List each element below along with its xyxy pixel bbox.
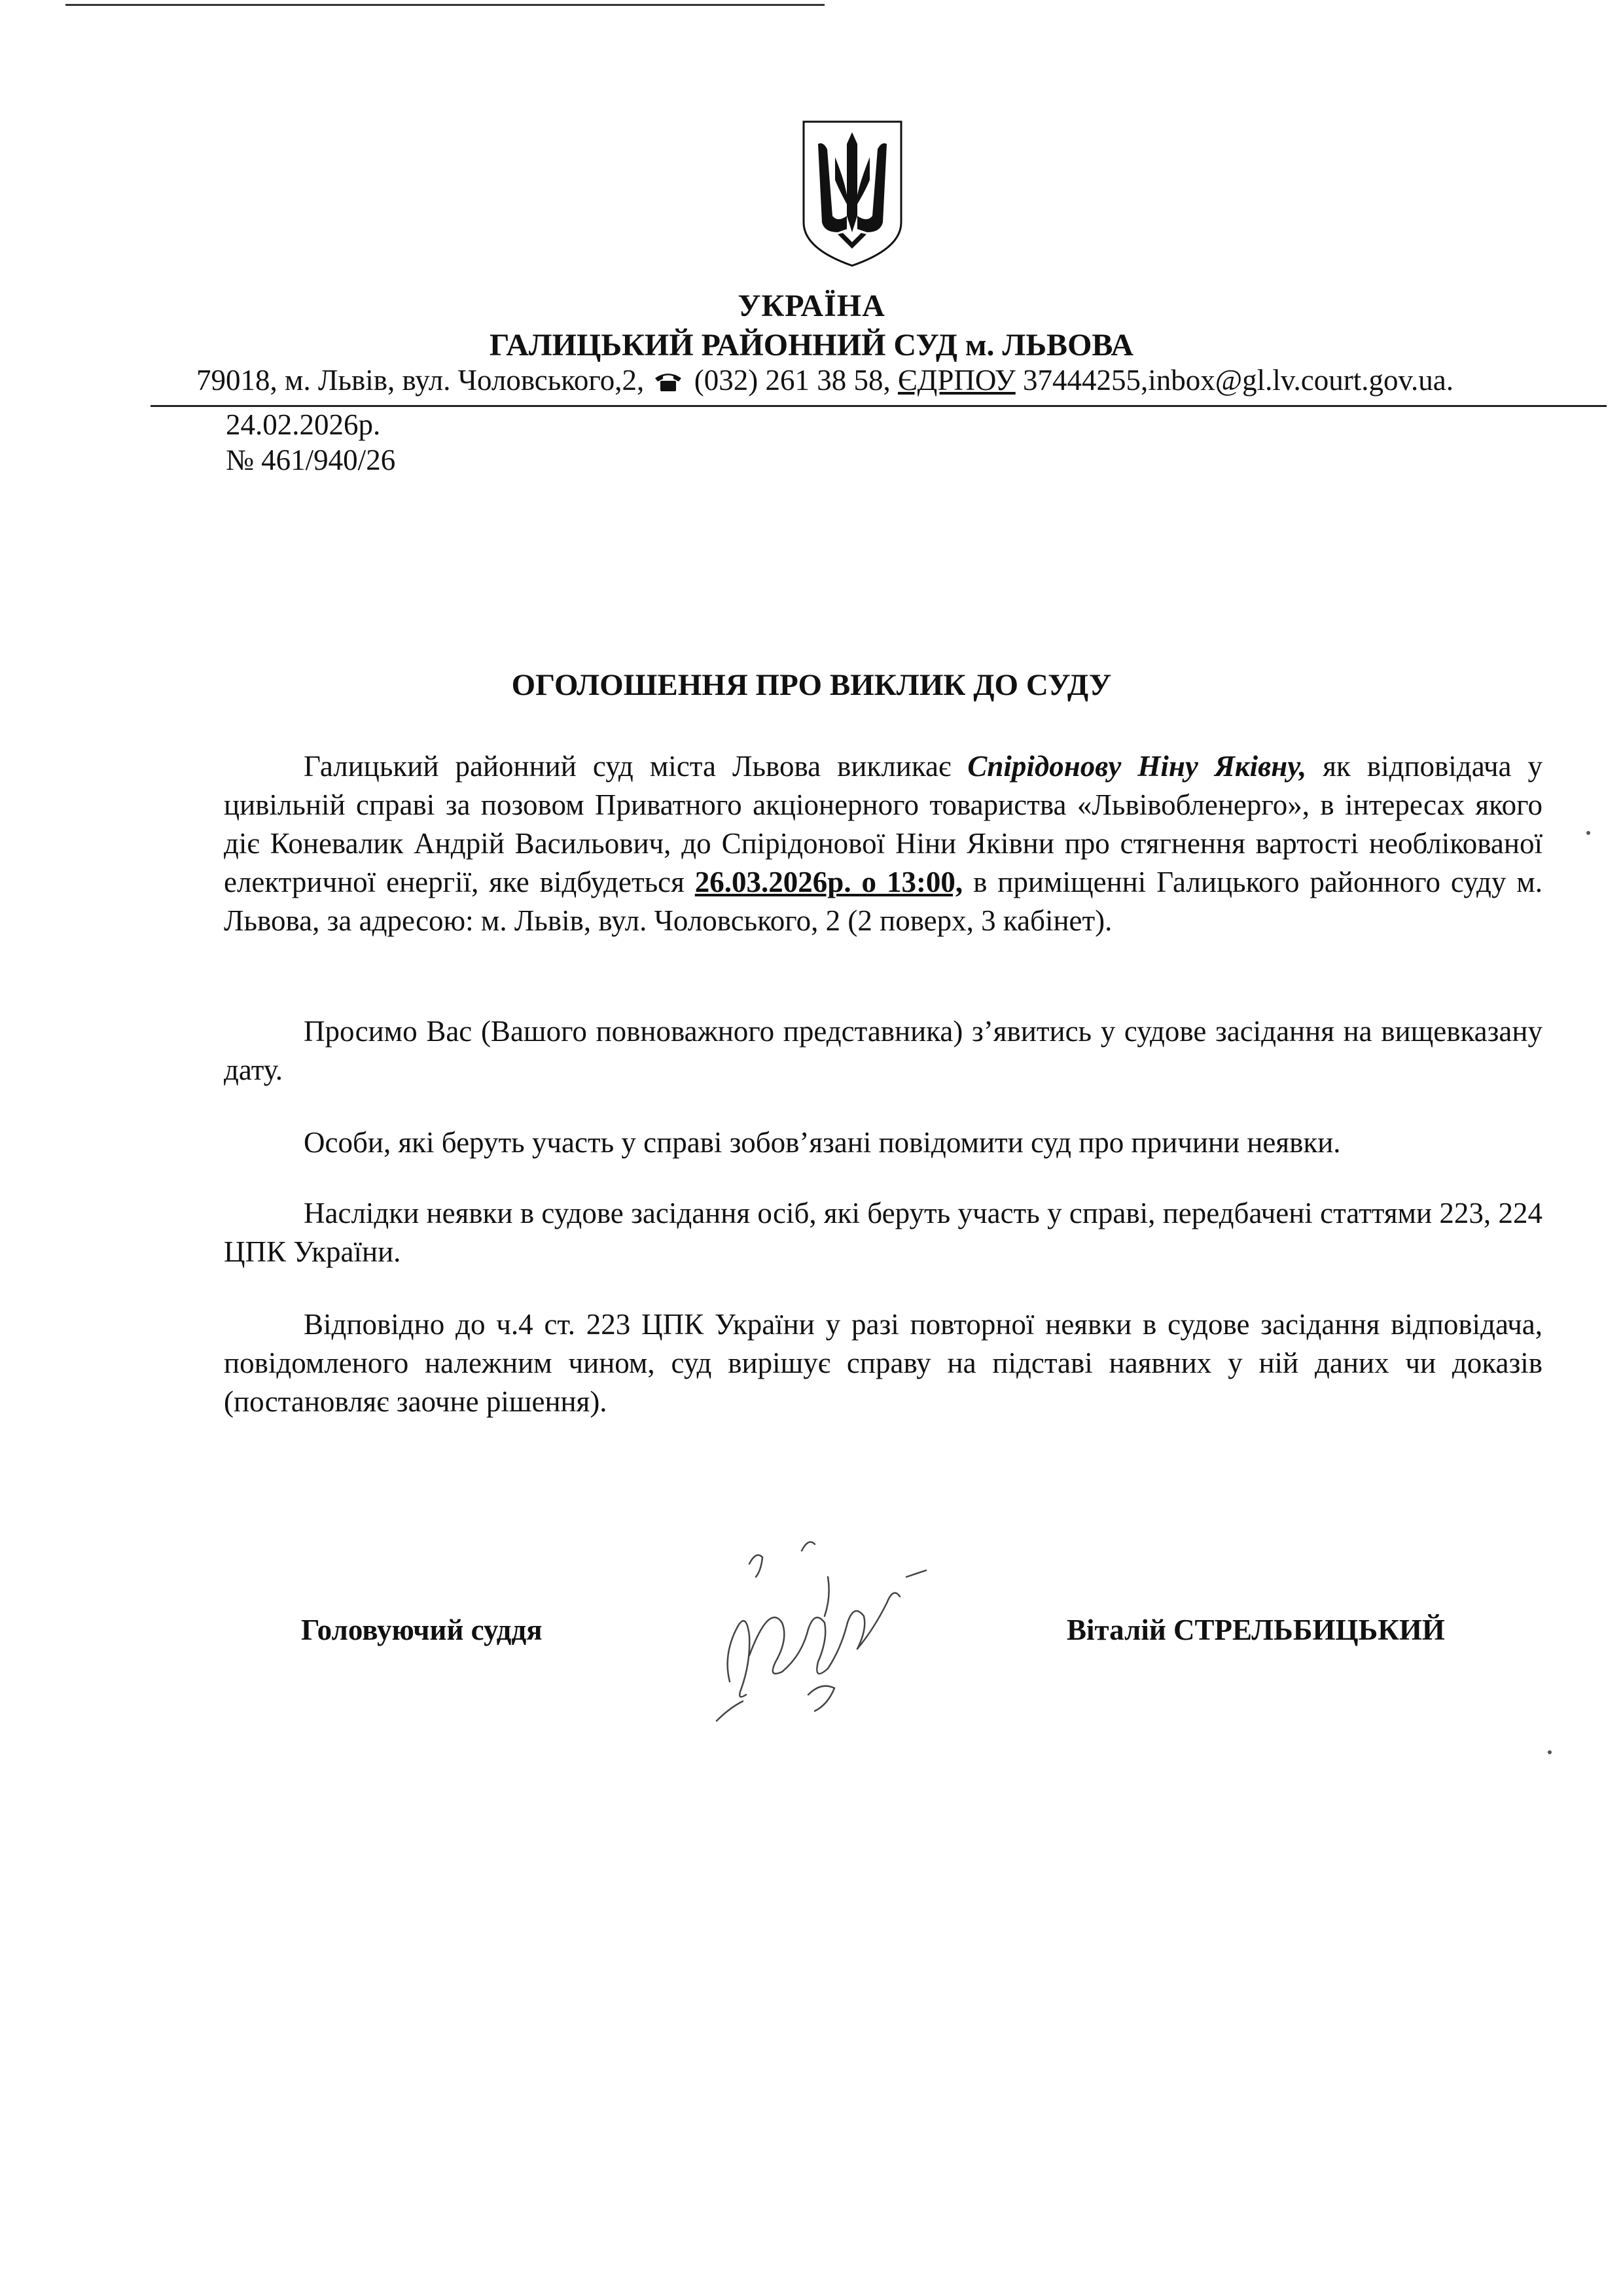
scan-speck [1586,831,1590,835]
paragraph-consequences [224,1194,1543,1271]
p3-text: Особи, які беруть участь у справі зобов’язані повідомити суд про причини неявки. [304,1126,1341,1159]
document-number: № 461/940/26 [226,444,396,476]
paragraph-request [224,1012,1543,1089]
telephone-icon [654,370,683,393]
paragraph-obligation [224,1123,1543,1162]
phone-number: (032) 261 38 58, [694,364,891,397]
country-heading: УКРАЇНА [738,289,885,323]
paragraph-summons [224,747,1543,940]
hearing-datetime: 26.03.2026р. о 13:00, [694,865,963,898]
judge-title: Головуючий суддя [301,1614,543,1646]
court-name-heading: ГАЛИЦЬКИЙ РАЙОННИЙ СУД м. ЛЬВОВА [489,328,1134,362]
header-divider [151,405,1607,407]
scan-edge-line [65,4,825,6]
judge-name: Віталій СТРЕЛЬБИЦЬКИЙ [1067,1614,1445,1646]
notice-title: ОГОЛОШЕННЯ ПРО ВИКЛИК ДО СУДУ [511,668,1112,702]
p2-text: Просимо Вас (Вашого повноважного представника) з’явитись у судове засідання на вищевказану дату. [224,1015,1543,1086]
paragraph-default-judgment [224,1305,1543,1421]
edrpou-label: ЄДРПОУ [897,364,1016,397]
edrpou-and-email: 37444255,inbox@gl.lv.court.gov.ua. [1022,364,1454,397]
address-text: 79018, м. Львів, вул. Чоловського,2, [196,364,645,397]
p5-text: Відповідно до ч.4 ст. 223 ЦПК України у разі повторної неявки в судове засідання відповідача, повідомленого належним чином, суд вирішує справу на підставі наявних у ній даних чи доказів (постановляє заочне рішення). [224,1308,1543,1418]
p1-case-details: як відповідача у цивільній справі за позовом Приватного акціонерного товариства «Львівобленерго», в інтересах якого діє Коневалик Андрій Васильович, до Спірідонової Ніни Яківни про стягнення вартості необлікованої електричної енергії, яке відбудеться [224,750,1543,898]
court-address-line [196,363,1454,397]
handwritten-signature [710,1525,946,1740]
tryzub-emblem-icon [798,118,906,268]
p1-intro: Галицький районний суд міста Львова викликає [304,750,968,783]
defendant-name: Спірідонову Ніну Яківну, [967,750,1307,783]
document-date: 24.02.2026р. [226,408,381,441]
scan-speck [1548,1750,1552,1754]
p4-text: Наслідки неявки в судове засідання осіб, які беруть участь у справі, передбачені статтями 223, 224 ЦПК України. [224,1197,1543,1268]
p1-location: в приміщенні Галицького районного суду м. Львова, за адресою: м. Львів, вул. Чоловського, 2 (2 поверх, 3 кабінет). [224,865,1543,937]
